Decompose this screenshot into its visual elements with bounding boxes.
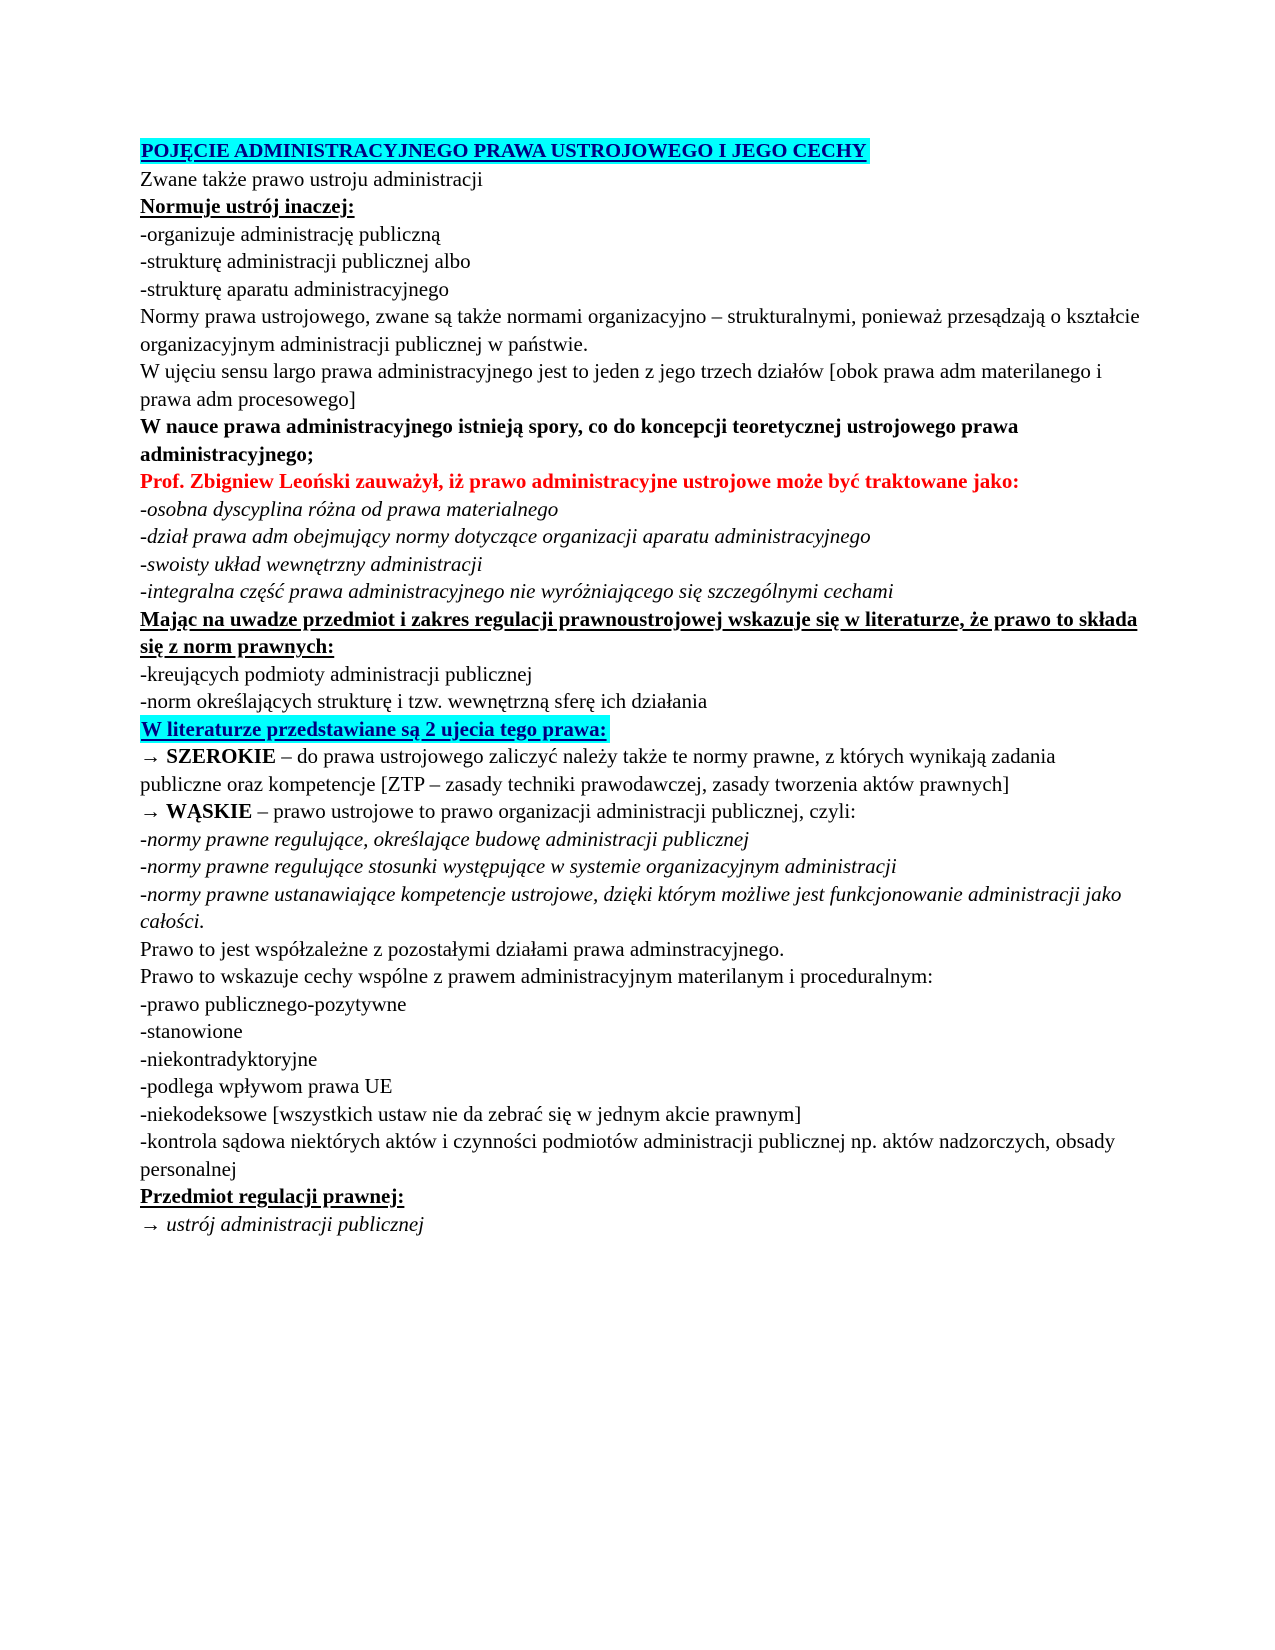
- document-title: POJĘCIE ADMINISTRACYJNEGO PRAWA USTROJOWEGO I JEGO CECHY: [140, 138, 870, 164]
- normy-paragraph: Normy prawa ustrojowego, zwane są także normami organizacyjno – strukturalnymi, ponieważ przesądzają o kształcie organizacyjnym administracji publicznej w państwie.: [140, 304, 1140, 356]
- szerokie-text: – do prawa ustrojowego zaliczyć należy także te normy prawne, z których wynikają zadania publiczne oraz kompetencje [ZTP – zasady techniki prawodawczej, zasady tworzenia aktów prawnych]: [140, 744, 1056, 796]
- list-item: -normy prawne regulujące, określające budowę administracji publicznej: [140, 826, 750, 851]
- leonski-red-line: Prof. Zbigniew Leoński zauważył, iż prawo administracyjne ustrojowe może być traktowane jako:: [140, 469, 1020, 493]
- waskie-paragraph: [140, 798, 1140, 826]
- heading-przedmiot: Przedmiot regulacji prawnej:: [140, 1184, 405, 1208]
- cechy-line2: Prawo to wskazuje cechy wspólne z prawem administracyjnym materilanym i proceduralnym:: [140, 964, 934, 988]
- heading-literatura-line: [140, 716, 1140, 744]
- list-item: -kontrola sądowa niektórych aktów i czynności podmiotów administracji publicznej np. aktów nadzorczych, obsady personalnej: [140, 1129, 1116, 1181]
- list-item: -swoisty układ wewnętrzny administracji: [140, 551, 483, 576]
- intro-paragraph: Zwane także prawo ustroju administracji: [140, 166, 483, 191]
- section-normuje: [140, 193, 1140, 303]
- list-item: -organizuje administrację publiczną: [140, 221, 441, 246]
- section-majac: [140, 606, 1140, 716]
- list-item: -podlega wpływom prawa UE: [140, 1074, 393, 1098]
- cechy-line1: Prawo to jest współzależne z pozostałymi działami prawa adminstracyjnego.: [140, 936, 785, 961]
- list-item: -stanowione: [140, 1019, 243, 1043]
- list-item: -dział prawa adm obejmujący normy dotyczące organizacji aparatu administracyjnego: [140, 524, 871, 548]
- list-item: -normy prawne regulujące stosunki występujące w systemie organizacyjnym administracji: [140, 854, 897, 878]
- list-item: -kreujących podmioty administracji publicznej: [140, 661, 533, 686]
- ujecie-largo-paragraph: W ujęciu sensu largo prawa administracyjnego jest to jeden z jego trzech działów [obok prawa adm materilanego i prawa adm procesowego]: [140, 359, 1102, 411]
- section-przedmiot: [140, 1183, 1140, 1238]
- list-item: -normy prawne ustanawiające kompetencje ustrojowe, dzięki którym możliwe jest funkcjonowanie administracji jako całości.: [140, 881, 1122, 933]
- section-cechy: [140, 936, 1140, 1184]
- nauka-bold-intro: W nauce prawa administracyjnego istnieją spory, co do koncepcji teoretycznej ustrojowego prawa administracyjnego;: [140, 414, 1019, 466]
- list-item: -integralna część prawa administracyjnego nie wyróżniającego się szczególnymi cechami: [140, 579, 894, 603]
- przedmiot-item: → ustrój administracji publicznej: [140, 1211, 425, 1236]
- section-nauka: [140, 413, 1140, 606]
- szerokie-paragraph: [140, 743, 1140, 798]
- list-item: -strukturę administracji publicznej albo: [140, 249, 471, 273]
- waskie-label: → WĄSKIE: [140, 799, 253, 823]
- list-item: -niekodeksowe [wszystkich ustaw nie da zebrać się w jednym akcie prawnym]: [140, 1101, 802, 1126]
- heading-literatura: W literaturze przedstawiane są 2 ujecia tego prawa:: [140, 715, 610, 743]
- heading-normuje: Normuje ustrój inaczej:: [140, 194, 355, 218]
- list-item: -norm określających strukturę i tzw. wewnętrzną sferę ich działania: [140, 689, 708, 713]
- waskie-text: – prawo ustrojowe to prawo organizacji administracji publicznej, czyli:: [252, 799, 856, 823]
- document-title-line: [140, 138, 1140, 166]
- list-item: -niekontradyktoryjne: [140, 1046, 318, 1071]
- list-item: -prawo publicznego-pozytywne: [140, 991, 407, 1016]
- list-item: -osobna dyscyplina różna od prawa materialnego: [140, 496, 559, 521]
- heading-majac: Mając na uwadze przedmiot i zakres regulacji prawnoustrojowej wskazuje się w literaturze, że prawo to składa się z norm prawnych:: [140, 606, 1138, 658]
- szerokie-label: → SZEROKIE: [140, 744, 276, 768]
- list-item: -strukturę aparatu administracyjnego: [140, 276, 450, 301]
- section-literatura: [140, 716, 1140, 936]
